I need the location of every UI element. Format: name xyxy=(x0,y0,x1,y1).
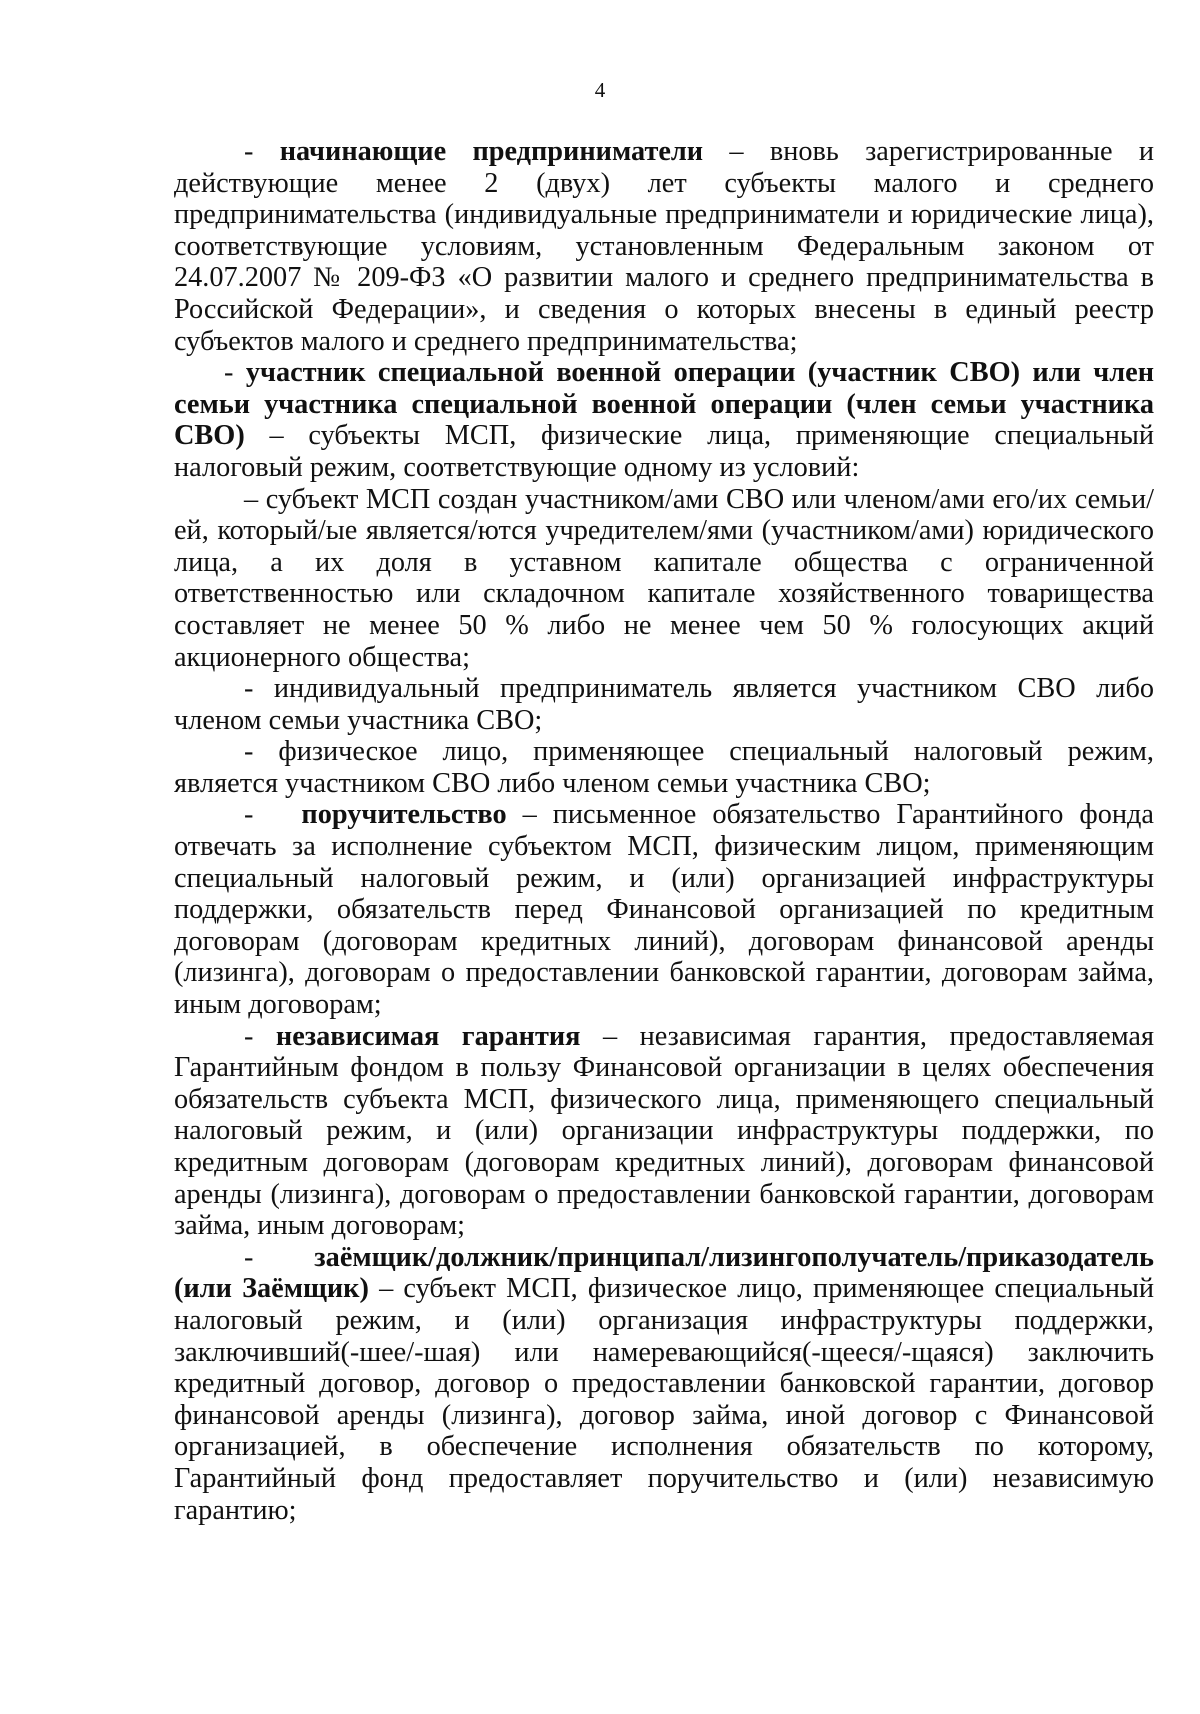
definition-paragraph xyxy=(174,357,1154,483)
condition-paragraph xyxy=(174,484,1154,674)
definition-text: – субъекты МСП, физические лица, применяющие специальный налоговый режим, соответствующие одному из условий: xyxy=(174,420,1154,483)
document-body xyxy=(174,136,1154,1526)
condition-paragraph xyxy=(174,673,1154,736)
page-number: 4 xyxy=(594,78,606,102)
condition-text: - индивидуальный предприниматель является участником СВО либо членом семьи участника СВО; xyxy=(174,673,1154,736)
list-dash: - xyxy=(244,799,302,831)
condition-text: – субъект МСП создан участником/ами СВО или членом/ами его/их семьи/ей, который/ые является/ются учредителем/ями (участником/ами) юридического лица, а их доля в уставном капитале общества с ограниченной ответственностью или складочном капитале хозяйственного товарищества составляет не менее 50 % либо не менее чем 50 % голосующих акций акционерного общества; xyxy=(174,483,1154,673)
definition-paragraph xyxy=(174,136,1154,357)
defined-term: участник специальной военной операции (участник СВО) или член семьи участника специальной военной операции (член семьи участника СВО) xyxy=(174,357,1155,452)
defined-term: заёмщик/должник/принципал/лизингополучатель/приказодатель (или Заёмщик) xyxy=(174,1241,1154,1305)
list-dash: - xyxy=(244,1241,315,1273)
defined-term: начинающие предприниматели xyxy=(279,136,704,167)
list-dash: - xyxy=(224,357,246,389)
definition-paragraph xyxy=(174,1021,1154,1242)
defined-term: поручительство xyxy=(301,799,507,831)
defined-term: независимая гарантия xyxy=(275,1020,581,1052)
definition-text: – независимая гарантия, предоставляемая Гарантийным фондом в пользу Финансовой организации в целях обеспечения обязательств субъекта МСП, физического лица, применяющего специальный налоговый режим, и (или) организации инфраструктуры поддержки, по кредитным договорам (договорам кредитных линий), договорам финансовой аренды (лизинга), договорам о предоставлении банковской гарантии, договорам займа, иным договорам; xyxy=(174,1020,1155,1242)
definition-text: – субъект МСП, физическое лицо, применяющее специальный налоговый режим, и (или) организация инфраструктуры поддержки, заключивший(-шее/-шая) или намеревающийся(-щееся/-щаяся) заключить кредитный договор, договор о предоставлении банковской гарантии, договор финансовой аренды (лизинга), договор займа, иной договор с Финансовой организацией, в обеспечение исполнения обязательств по которому, Гарантийный фонд предоставляет поручительство и (или) независимую гарантию; xyxy=(174,1273,1154,1526)
list-dash: - xyxy=(244,1020,276,1052)
definition-text: – письменное обязательство Гарантийного фонда отвечать за исполнение субъектом МСП, физическим лицом, применяющим специальный налоговый режим, и (или) организацией инфраструктуры поддержки, обязательств перед Финансовой организацией по кредитным договорам (договорам кредитных линий), договорам финансовой аренды (лизинга), договорам о предоставлении банковской гарантии, договорам займа, иным договорам; xyxy=(174,799,1154,1021)
condition-paragraph xyxy=(174,736,1154,799)
definition-text: – вновь зарегистрированные и действующие менее 2 (двух) лет субъекты малого и среднего предпринимательства (индивидуальные предприниматели и юридические лица), соответствующие условиям, установленным Федеральным законом от 24.07.2007 № 209-ФЗ «О развитии малого и среднего предпринимательства в Российской Федерации», и сведения о которых внесены в единый реестр субъектов малого и среднего предпринимательства; xyxy=(174,136,1154,357)
list-dash: - xyxy=(244,136,280,167)
condition-text: - физическое лицо, применяющее специальный налоговый режим, является участником СВО либо членом семьи участника СВО; xyxy=(174,736,1154,799)
definition-paragraph xyxy=(174,799,1154,1020)
definition-paragraph xyxy=(174,1242,1154,1526)
